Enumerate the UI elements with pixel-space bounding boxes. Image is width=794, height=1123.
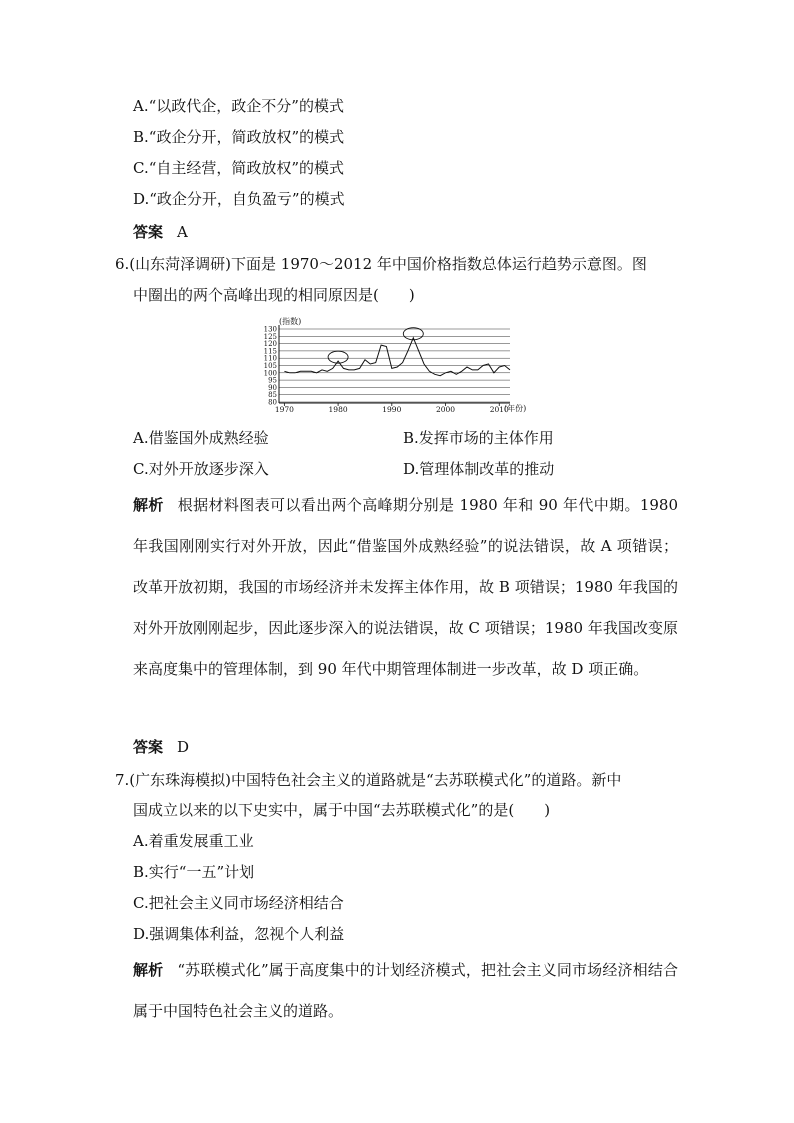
chart-x-ticks [275,403,509,414]
q5-answer [133,222,188,242]
q6-option-d: D.管理体制改革的推动 [403,460,555,478]
chart-x-label: (年份) [504,404,527,413]
q6-analysis-text: 根据材料图表可以看出两个高峰期分别是 1980 年和 90 年代中期。1980 年我国刚刚实行对外开放，因此“借鉴国外成熟经验”的说法错误，故 A 项错误；改革开放初期，我国的市场经济并未发挥主体作用，故 B 项错误；1980 年我国的对外开放刚刚起步，因此逐步深入的说法错误，故 C 项错误；1980 年我国改变原来高度集中的管理体制，到 90 年代中期管理体制进一步改革，故 D 项正确。 [133,496,678,678]
chart-y-tick-label: 125 [263,332,277,341]
chart-y-tick-label: 85 [268,391,277,400]
chart-x-tick-label: 1980 [328,405,348,414]
q7-option-a: A.着重发展重工业 [133,832,254,850]
q7-analysis [133,950,678,1032]
q5-option-b: B.“政企分开，简政放权”的模式 [133,128,345,146]
chart-x-tick-label: 2000 [435,405,456,414]
q5-answer-label: 答案 [133,223,164,241]
q5-option-d: D.“政企分开，自负盈亏”的模式 [133,190,345,208]
q6-option-b: B.发挥市场的主体作用 [403,429,554,447]
chart-y-tick-label: 95 [268,376,277,385]
q7-option-d: D.强调集体利益，忽视个人利益 [133,925,345,943]
chart-x-tick-label: 2010 [489,405,509,414]
q6-answer [133,737,189,757]
q5-answer-value: A [177,223,188,241]
chart-peak-circles [328,328,423,363]
q7-stem-line1: 7.(广东珠海模拟)中国特色社会主义的道路就是“去苏联模式化”的道路。新中 [115,771,622,789]
chart-y-tick-label: 115 [263,347,277,356]
q5-option-a: A.“以政代企，政企不分”的模式 [133,97,344,115]
q6-option-a: A.借鉴国外成熟经验 [133,429,269,447]
q6-answer-value: D [177,738,190,756]
q5-option-c: C.“自主经营，简政放权”的模式 [133,159,345,177]
q6-stem-line2: 中圈出的两个高峰出现的相同原因是( ) [133,286,415,304]
q7-option-b: B.实行“一五”计划 [133,863,255,881]
chart-y-tick-label: 100 [263,369,277,378]
q6-analysis [133,485,678,690]
q7-analysis-text: “苏联模式化”属于高度集中的计划经济模式，把社会主义同市场经济相结合属于中国特色社会主义的道路。 [133,961,678,1020]
q6-option-c: C.对外开放逐步深入 [133,460,269,478]
q6-answer-label: 答案 [133,738,164,756]
chart-y-tick-label: 90 [268,383,277,392]
q7-analysis-label: 解析 [133,961,164,979]
price-index-chart [255,315,527,415]
chart-x-tick-label: 1970 [274,405,294,414]
q7-stem-line2: 国成立以来的以下史实中，属于中国“去苏联模式化”的是( ) [133,801,551,819]
chart-y-ticks [264,326,277,407]
chart-y-tick-label: 130 [263,325,277,334]
chart-y-label: (指数) [279,317,302,326]
chart-y-tick-label: 80 [268,398,277,407]
chart-y-tick-label: 110 [263,354,277,363]
chart-x-tick-label: 1990 [382,405,402,414]
chart-grid [279,325,510,403]
q7-option-c: C.把社会主义同市场经济相结合 [133,894,344,912]
q6-stem-line1: 6.(山东菏泽调研)下面是 1970～2012 年中国价格指数总体运行趋势示意图。图 [115,255,647,273]
chart-y-tick-label: 120 [263,340,277,349]
q6-analysis-label: 解析 [133,496,164,514]
chart-y-tick-label: 105 [263,362,277,370]
